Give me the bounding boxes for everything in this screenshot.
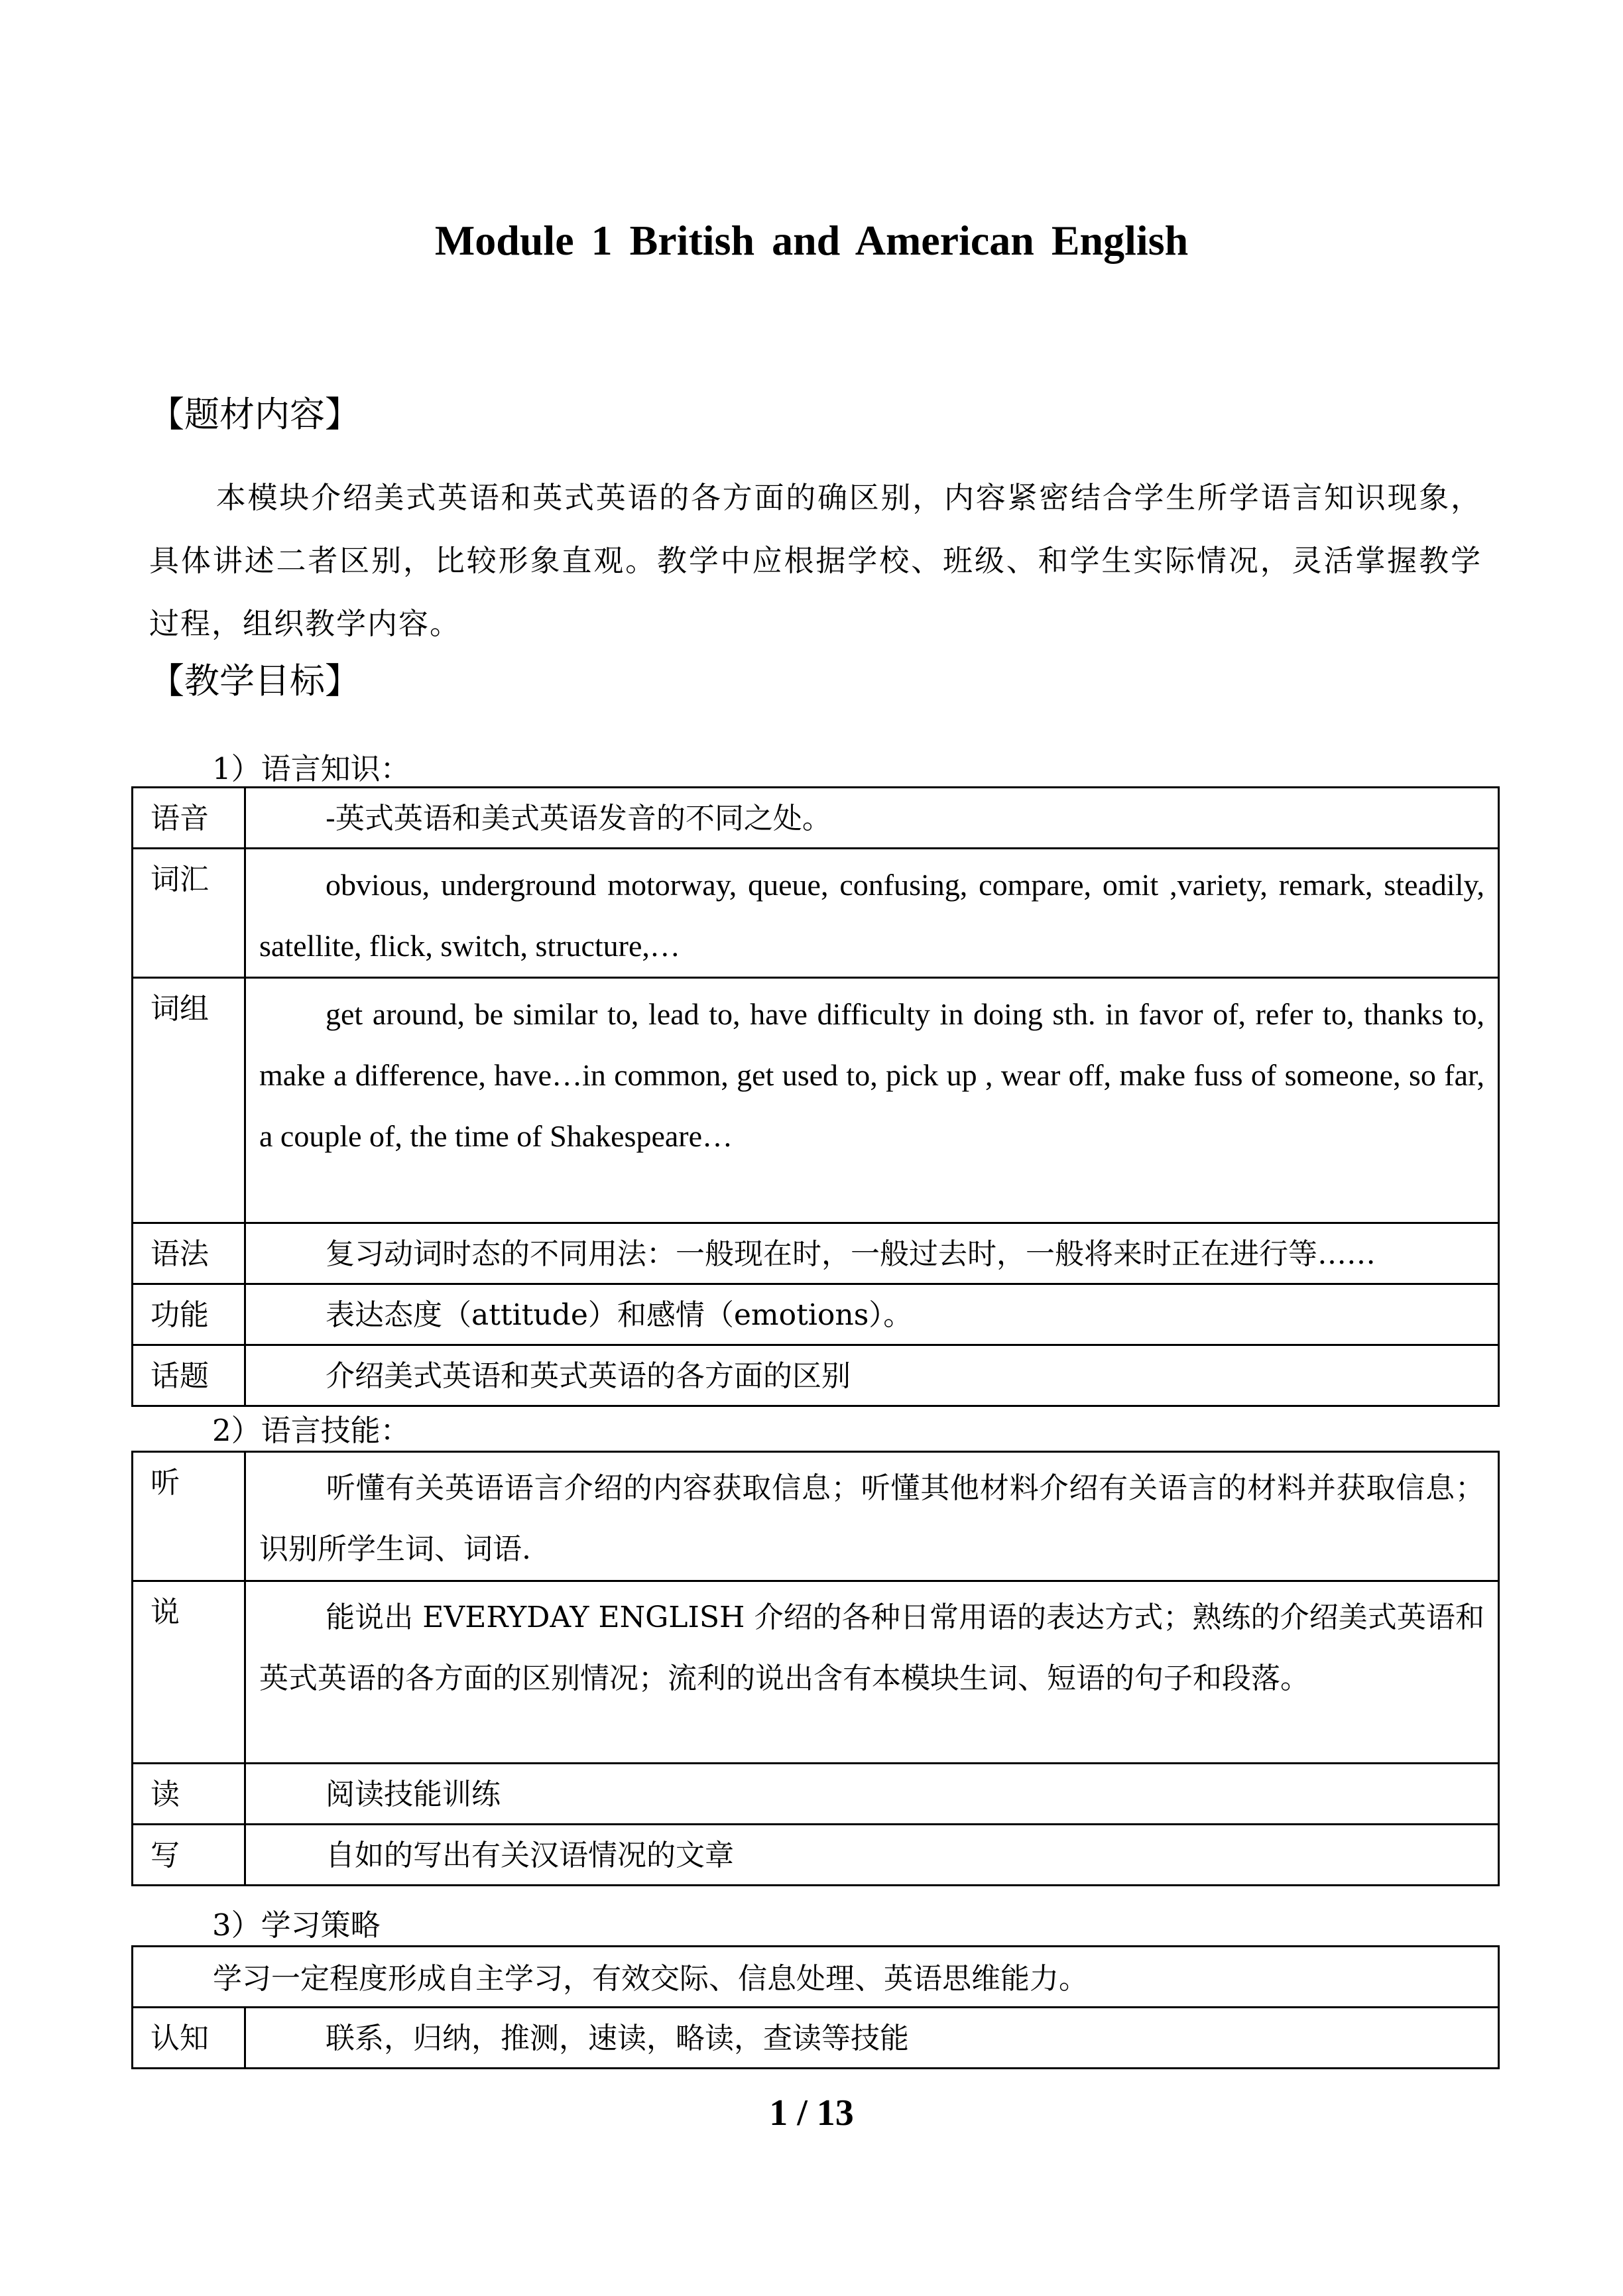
row-label: 语法 [133, 1223, 245, 1284]
table-row [133, 1345, 1499, 1406]
table-row [133, 1452, 1499, 1581]
row-content: 能说出 EVERYDAY ENGLISH 介绍的各种日常用语的表达方式；熟练的介绍美式英语和英式英语的各方面的区别情况；流利的说出含有本模块生词、短语的句子和段落。 [245, 1581, 1499, 1764]
topic-paragraph [149, 466, 1482, 655]
strategy-table [131, 1945, 1500, 2069]
row-label: 认知 [133, 2008, 245, 2069]
skills-table [131, 1451, 1500, 1886]
row-content: 复习动词时态的不同用法：一般现在时，一般过去时，一般将来时正在进行等…… [245, 1223, 1499, 1284]
row-content: 表达态度（attitude）和感情（emotions）。 [245, 1284, 1499, 1345]
row-label: 话题 [133, 1345, 245, 1406]
row-content: 联系，归纳，推测，速读，略读，查读等技能 [245, 2008, 1499, 2069]
page-title: Module 1 British and American English [434, 217, 1189, 264]
section-heading-goals: 【教学目标】 [149, 661, 360, 701]
knowledge-label: 1）语言知识： [212, 751, 410, 786]
row-label: 语音 [133, 788, 245, 849]
table-row [133, 2008, 1499, 2069]
row-label: 功能 [133, 1284, 245, 1345]
row-content: -英式英语和美式英语发音的不同之处。 [245, 788, 1499, 849]
table-row [133, 978, 1499, 1223]
row-label: 读 [133, 1764, 245, 1825]
knowledge-table [131, 786, 1500, 1407]
row-label: 词组 [133, 978, 245, 1223]
section-heading-topic: 【题材内容】 [149, 394, 360, 435]
row-content: 自如的写出有关汉语情况的文章 [245, 1825, 1499, 1886]
skills-label: 2）语言技能： [212, 1413, 410, 1448]
table-row [133, 1947, 1499, 2008]
row-content: 阅读技能训练 [245, 1764, 1499, 1825]
topic-text: 本模块介绍美式英语和英式英语的各方面的确区别，内容紧密结合学生所学语言知识现象，具体讲述二者区别，比较形象直观。教学中应根据学校、班级、和学生实际情况，灵活掌握教学过程，组织教学内容。 [149, 480, 1482, 641]
row-label: 词汇 [133, 849, 245, 978]
strategy-label: 3）学习策略 [212, 1907, 381, 1943]
row-content: 介绍美式英语和英式英语的各方面的区别 [245, 1345, 1499, 1406]
table-row [133, 1581, 1499, 1764]
table-row [133, 1825, 1499, 1886]
table-row [133, 849, 1499, 978]
table-row [133, 1284, 1499, 1345]
row-content: 听懂有关英语语言介绍的内容获取信息；听懂其他材料介绍有关语言的材料并获取信息；识别所学生词、词语. [245, 1452, 1499, 1581]
table-row [133, 1223, 1499, 1284]
strategy-intro: 学习一定程度形成自主学习，有效交际、信息处理、英语思维能力。 [133, 1947, 1499, 2008]
row-label: 说 [133, 1581, 245, 1764]
row-content: get around, be similar to, lead to, have difficulty in doing sth. in favor of, refer to, thanks to, make a difference, have…in common, get used to, pick up , wear off, make fuss of someone, so far, a couple of, the time of Shakespeare… [245, 978, 1499, 1223]
row-label: 听 [133, 1452, 245, 1581]
row-content: obvious, underground motorway, queue, confusing, compare, omit ,variety, remark, steadily, satellite, flick, switch, structure,… [245, 849, 1499, 978]
row-label: 写 [133, 1825, 245, 1886]
page-number: 1 / 13 [769, 2092, 854, 2134]
table-row [133, 788, 1499, 849]
table-row [133, 1764, 1499, 1825]
